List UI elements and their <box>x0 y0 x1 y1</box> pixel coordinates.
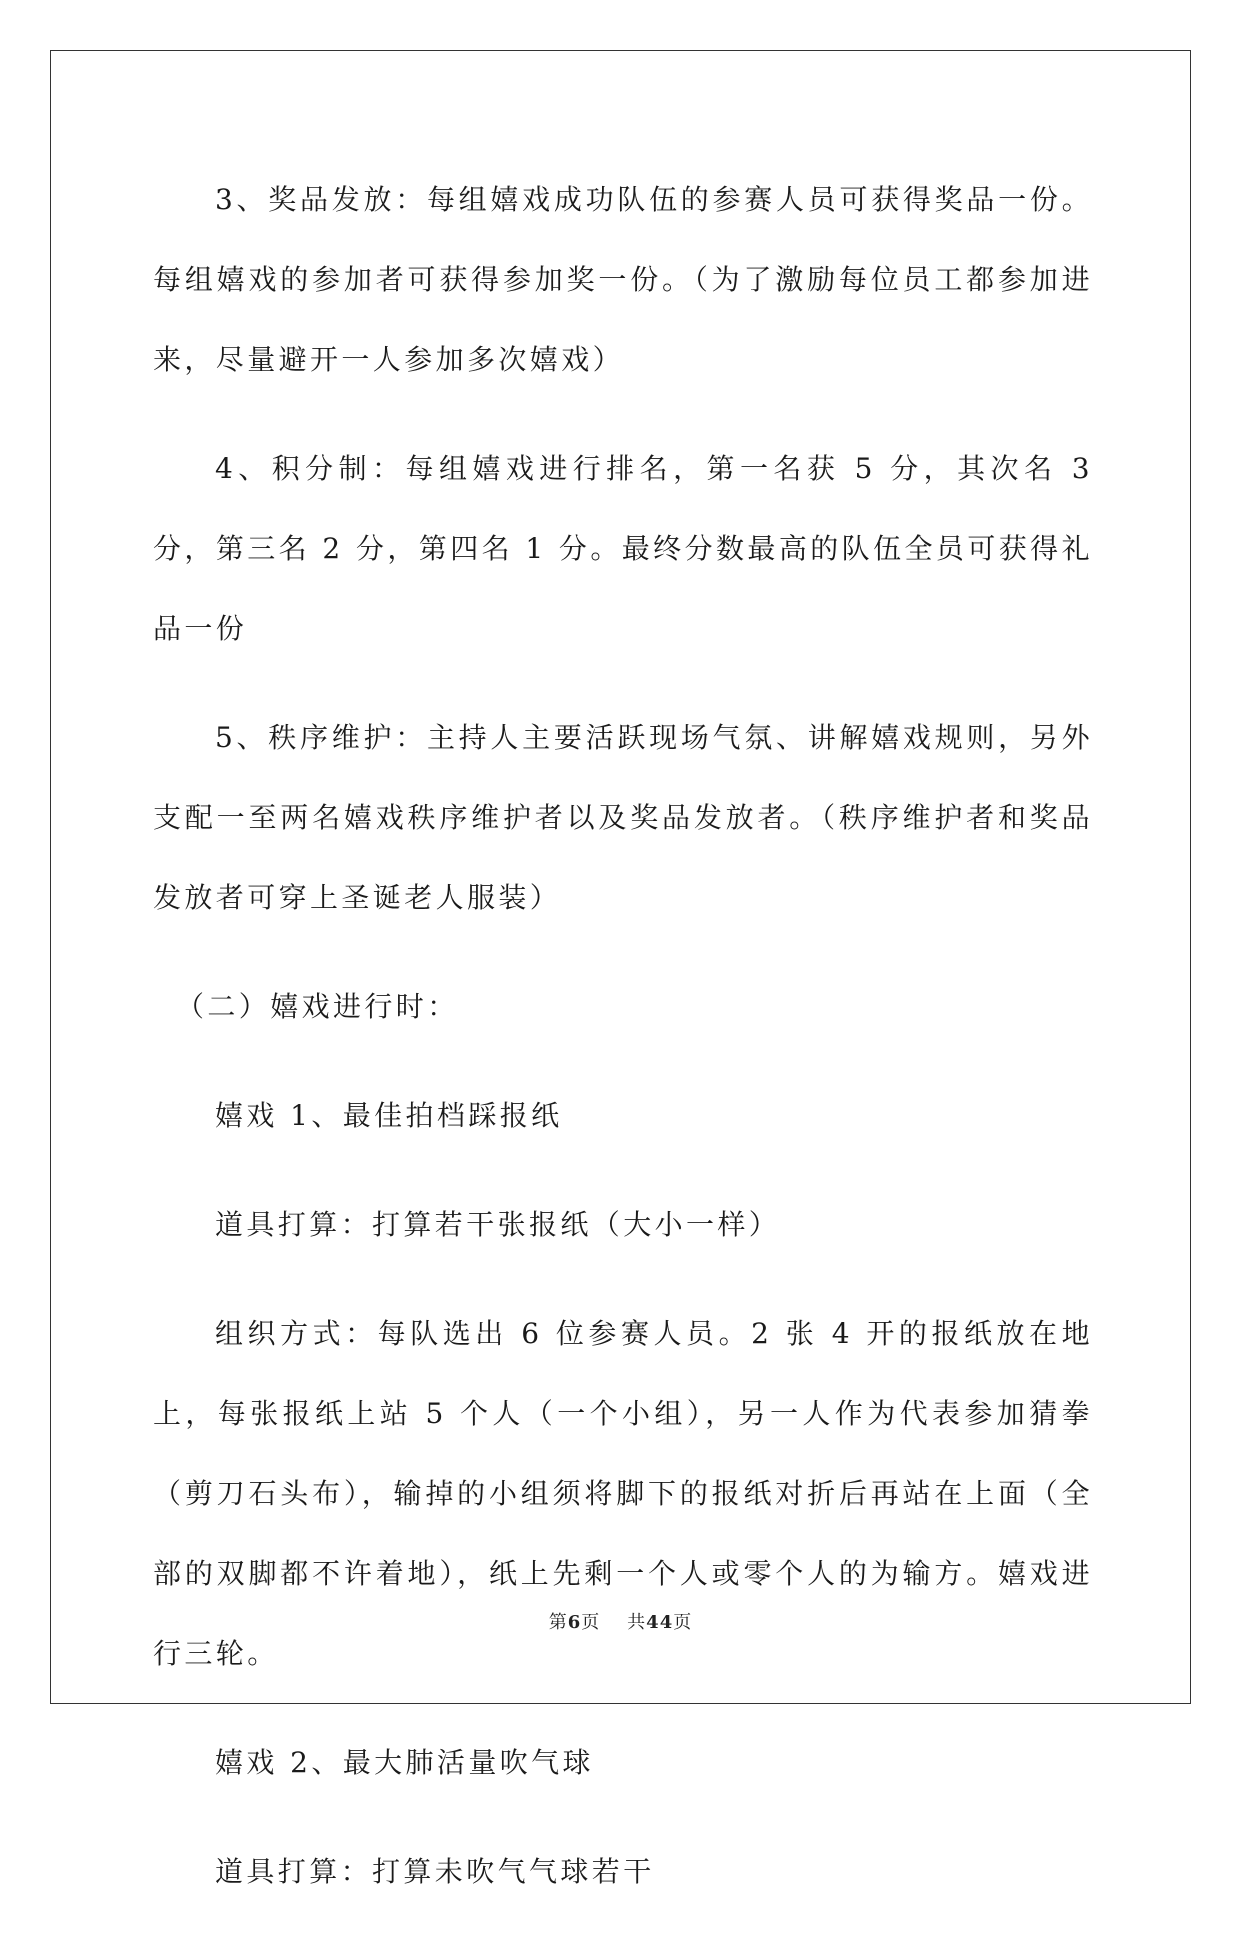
game-1-title: 嬉戏 1、最佳拍档踩报纸 <box>215 1099 563 1132</box>
paragraph-order-maintenance: 5、秩序维护：主持人主要活跃现场气氛、讲解嬉戏规则，另外支配一至两名嬉戏秩序维护者以及奖品发放者。（秩序维护者和奖品发放者可穿上圣诞老人服装） <box>153 721 1093 914</box>
page-number: 6 <box>567 1612 582 1633</box>
footer-prefix: 第 <box>548 1612 568 1633</box>
game-1-rules: 组织方式：每队选出 6 位参赛人员。2 张 4 开的报纸放在地上，每张报纸上站 5 个人（一个小组），另一人作为代表参加猜拳（剪刀石头布），输掉的小组须将脚下的报纸对折后再站在上面（全部的双脚都不许着地），纸上先剩一个人或零个人的为输方。嬉戏进行三轮。 <box>153 1317 1093 1670</box>
paragraph-scoring: 4、积分制：每组嬉戏进行排名，第一名获 5 分，其次名 3 分，第三名 2 分，第四名 1 分。最终分数最高的队伍全员可获得礼品一份 <box>153 452 1093 645</box>
total-pages: 44 <box>646 1612 674 1633</box>
page-footer <box>0 1608 1241 1634</box>
section-heading: （二）嬉戏进行时： <box>176 990 459 1023</box>
footer-total-prefix: 共 <box>627 1612 647 1633</box>
footer-page-suffix: 页 <box>581 1612 601 1633</box>
paragraph-prize-distribution: 3、奖品发放：每组嬉戏成功队伍的参赛人员可获得奖品一份。每组嬉戏的参加者可获得参加奖一份。（为了激励每位员工都参加进来，尽量避开一人参加多次嬉戏） <box>153 183 1093 376</box>
footer-total-suffix: 页 <box>673 1612 693 1633</box>
game-2-title: 嬉戏 2、最大肺活量吹气球 <box>215 1746 594 1779</box>
game-2-props: 道具打算：打算未吹气气球若干 <box>215 1855 655 1888</box>
document-body <box>153 160 1093 1941</box>
game-1-props: 道具打算：打算若干张报纸（大小一样） <box>215 1208 781 1241</box>
